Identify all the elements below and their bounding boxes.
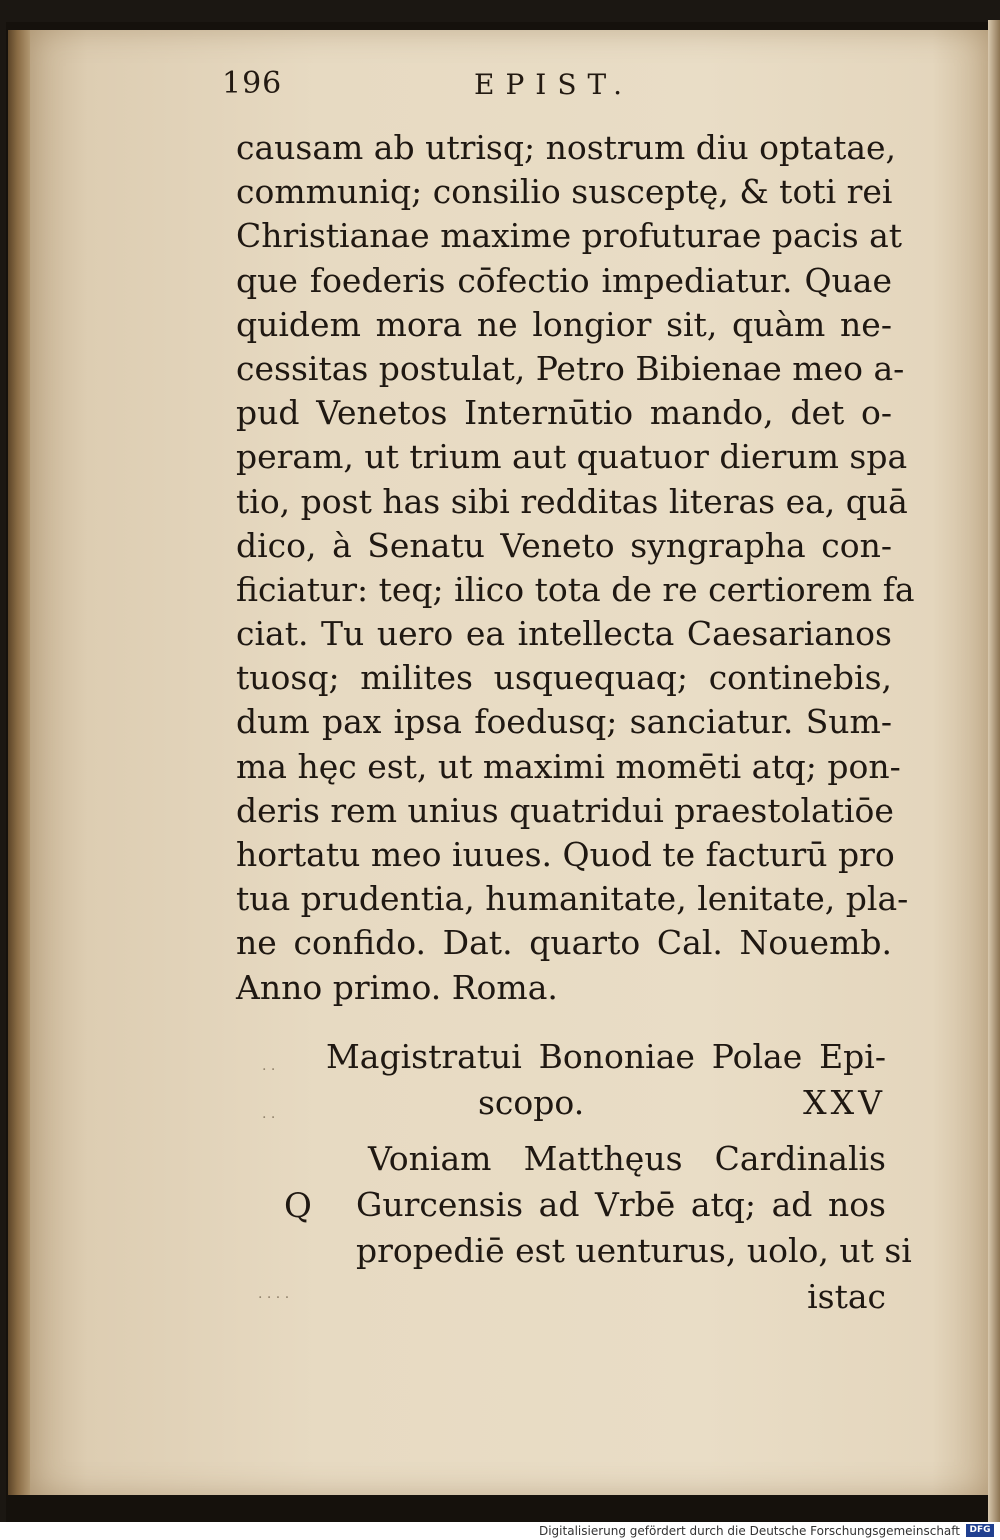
text-line: ciat. Tu uero ea intellecta Caesarianos (236, 614, 892, 654)
page-number: 196 (222, 66, 283, 101)
text-line: propediē est uenturus, uolo, ut si (356, 1231, 912, 1270)
text-line: cessitas postulat, Petro Bibienae meo a- (236, 348, 905, 388)
text-line: que foederis cōfectio impediatur. Quae (236, 260, 892, 300)
heading-line: Magistratui Bononiae Polae Epi- (326, 1037, 886, 1076)
text-line: ne confido. Dat. quarto Cal. Nouemb. (236, 923, 892, 963)
letter-opening-text (356, 1136, 912, 1320)
text-line: ma hęc est, ut maximi momēti atq; pon- (236, 746, 901, 786)
text-line: tio, post has sibi redditas literas ea, quā (236, 481, 908, 521)
text-line: pud Venetos Internūtio mando, det o- (236, 393, 892, 433)
footer-strip (0, 1522, 1000, 1540)
text-line: peram, ut trium aut quatuor dierum spa (236, 437, 908, 477)
heading-word: scopo. (478, 1083, 585, 1122)
catchword: istac (807, 1277, 886, 1316)
text-line: Voniam Matthęus Cardinalis (368, 1139, 886, 1178)
margin-mark: . . . . (258, 1286, 290, 1302)
text-line: dum pax ipsa foedusq; sanciatur. Sum- (236, 702, 892, 742)
running-head: EPIST. (474, 68, 633, 101)
text-line: dico, à Senatu Veneto syngrapha con- (236, 525, 892, 565)
letter-number: XXV (803, 1083, 886, 1122)
text-line: hortatu meo iuues. Quod te facturū pro (236, 835, 895, 874)
text-line: communiq; consilio susceptę, & toti rei (236, 172, 893, 212)
text-line: ficiatur: teq; ilico tota de re certiorem fa (236, 569, 915, 609)
margin-mark: . . (262, 1106, 276, 1122)
footer-credit: Digitalisierung gefördert durch die Deutsche Forschungsgemeinschaft (538, 1524, 960, 1538)
letter-heading (326, 1034, 886, 1126)
margin-mark: . . (262, 1058, 276, 1074)
text-line: Christianae maxime profuturae pacis at (236, 216, 903, 256)
guide-initial: Q (284, 1186, 312, 1226)
text-line: Gurcensis ad Vrbē atq; ad nos (356, 1185, 886, 1224)
page-header (222, 66, 882, 114)
text-line: tua prudentia, humanitate, lenitate, pla- (236, 879, 909, 919)
page-right-edge (988, 20, 1000, 1525)
text-line: Anno primo. Roma. (236, 967, 558, 1007)
text-line: tuosq; milites usquequaq; continebis, (236, 658, 892, 698)
text-line: quidem mora ne longior sit, quàm ne- (236, 304, 892, 344)
dfg-logo: DFG (966, 1524, 994, 1537)
text-line: causam ab utrisq; nostrum diu optatae, (236, 128, 897, 167)
heading-line (326, 1080, 886, 1126)
page-stack-edge (8, 30, 32, 1495)
text-line: deris rem unius quatridui praestolatiōe (236, 790, 894, 830)
letter-body-text (236, 126, 915, 1010)
